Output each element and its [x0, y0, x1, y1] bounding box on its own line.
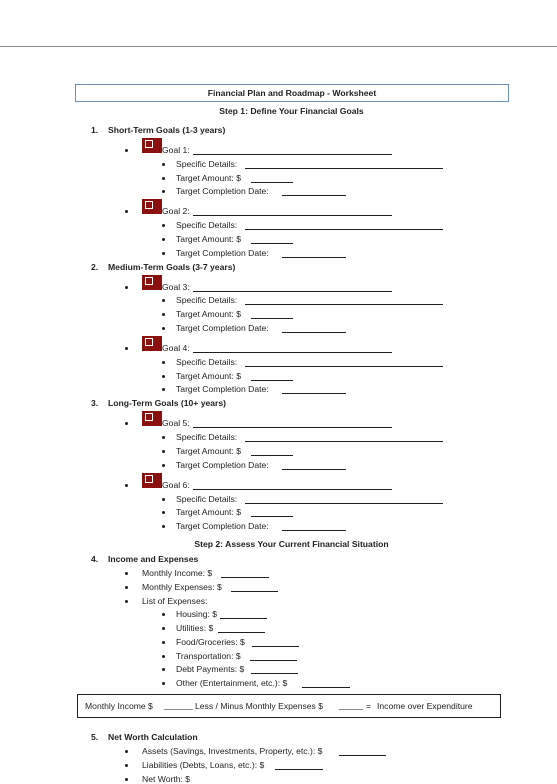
expense-food-blank[interactable]: [252, 646, 299, 647]
target-date-label: Target Completion Date:: [176, 323, 269, 333]
bullet: [162, 613, 165, 616]
bullet: [162, 252, 165, 255]
target-date-label: Target Completion Date:: [176, 521, 269, 531]
bullet: [162, 177, 165, 180]
target-date-blank[interactable]: [282, 195, 346, 196]
goal-blank[interactable]: [193, 352, 392, 353]
bullet: [162, 668, 165, 671]
target-amount-label: Target Amount: $: [176, 173, 241, 183]
goal-checkbox[interactable]: [142, 336, 162, 351]
worksheet-title: Financial Plan and Roadmap - Worksheet: [207, 88, 377, 98]
bullet: [162, 655, 165, 658]
specific-details-blank[interactable]: [245, 441, 443, 442]
expense-housing-label: Housing: $: [176, 609, 218, 619]
goal-blank[interactable]: [193, 427, 392, 428]
specific-details-label: Specific Details:: [176, 220, 238, 230]
income-summary-box: [77, 694, 501, 718]
section-heading-long-term: Long-Term Goals (10+ years): [108, 398, 227, 408]
summary-income-blank[interactable]: ______: [164, 700, 193, 710]
bullet: [162, 375, 165, 378]
bullet: [162, 682, 165, 685]
specific-details-blank[interactable]: [245, 168, 443, 169]
bullet: [125, 750, 128, 753]
target-date-blank[interactable]: [282, 393, 346, 394]
assets-label: Assets (Savings, Investments, Property, etc.): $: [142, 746, 323, 756]
target-date-label: Target Completion Date:: [176, 186, 269, 196]
expense-utilities-blank[interactable]: [218, 632, 265, 633]
specific-details-label: Specific Details:: [176, 295, 238, 305]
specific-details-blank[interactable]: [245, 503, 443, 504]
expense-transportation-label: Transportation: $: [176, 651, 241, 661]
expense-utilities-label: Utilities: $: [176, 623, 214, 633]
bullet: [162, 464, 165, 467]
expense-debt-label: Debt Payments: $: [176, 664, 245, 674]
expense-debt-blank[interactable]: [251, 673, 298, 674]
bullet: [162, 450, 165, 453]
target-date-label: Target Completion Date:: [176, 460, 269, 470]
section-number: 4.: [91, 554, 99, 564]
target-amount-label: Target Amount: $: [176, 234, 241, 244]
goal-blank[interactable]: [193, 154, 392, 155]
target-amount-blank[interactable]: [251, 380, 293, 381]
specific-details-label: Specific Details:: [176, 494, 238, 504]
goal-blank[interactable]: [193, 291, 392, 292]
step1-heading: Step 1: Define Your Financial Goals: [219, 106, 364, 116]
worksheet-title-box: [75, 84, 509, 102]
goal-label: Goal 1:: [162, 145, 190, 155]
target-amount-label: Target Amount: $: [176, 507, 241, 517]
bullet: [125, 210, 128, 213]
target-amount-blank[interactable]: [251, 516, 293, 517]
monthly-income-label: Monthly Income: $: [142, 568, 213, 578]
specific-details-label: Specific Details:: [176, 432, 238, 442]
target-amount-blank[interactable]: [251, 243, 293, 244]
section-number: 5.: [91, 732, 99, 742]
bullet: [162, 299, 165, 302]
bullet: [125, 347, 128, 350]
goal-checkbox[interactable]: [142, 275, 162, 290]
bullet: [125, 484, 128, 487]
bullet: [125, 286, 128, 289]
target-amount-blank[interactable]: [251, 182, 293, 183]
summary-less-label: Less / Minus Monthly Expenses $: [195, 701, 324, 711]
target-amount-label: Target Amount: $: [176, 446, 241, 456]
bullet: [162, 224, 165, 227]
goal-label: Goal 6:: [162, 480, 190, 490]
bullet: [162, 313, 165, 316]
monthly-expenses-label: Monthly Expenses: $: [142, 582, 222, 592]
list-of-expenses-label: List of Expenses:: [142, 596, 208, 606]
summary-expenses-blank[interactable]: _____: [339, 700, 363, 710]
summary-result-label: Income over Expenditure: [377, 701, 473, 711]
target-date-blank[interactable]: [282, 257, 346, 258]
goal-label: Goal 4:: [162, 343, 190, 353]
bullet: [162, 190, 165, 193]
target-date-label: Target Completion Date:: [176, 384, 269, 394]
liabilities-blank[interactable]: [275, 769, 323, 770]
target-amount-label: Target Amount: $: [176, 371, 241, 381]
bullet: [162, 238, 165, 241]
goal-label: Goal 5:: [162, 418, 190, 428]
section-number: 2.: [91, 262, 99, 272]
section-number: 3.: [91, 398, 99, 408]
bullet: [125, 778, 128, 781]
bullet: [162, 641, 165, 644]
target-date-blank[interactable]: [282, 469, 346, 470]
specific-details-label: Specific Details:: [176, 357, 238, 367]
expense-food-label: Food/Groceries: $: [176, 637, 245, 647]
monthly-income-blank[interactable]: [221, 577, 269, 578]
step2-heading: Step 2: Assess Your Current Financial Situation: [194, 539, 389, 549]
bullet: [162, 327, 165, 330]
summary-income-label: Monthly Income $: [85, 701, 153, 711]
section-heading-income: Income and Expenses: [108, 554, 199, 564]
specific-details-label: Specific Details:: [176, 159, 238, 169]
section-number: 1.: [91, 125, 99, 135]
bullet: [125, 149, 128, 152]
bullet: [162, 511, 165, 514]
assets-blank[interactable]: [339, 755, 386, 756]
page-top-rule: [0, 46, 557, 47]
bullet: [125, 422, 128, 425]
specific-details-blank[interactable]: [245, 366, 443, 367]
specific-details-blank[interactable]: [245, 304, 443, 305]
bullet: [162, 388, 165, 391]
bullet: [125, 600, 128, 603]
section-heading-net-worth: Net Worth Calculation: [108, 732, 198, 742]
bullet: [162, 163, 165, 166]
bullet: [162, 436, 165, 439]
bullet: [125, 572, 128, 575]
goal-checkbox[interactable]: [142, 473, 162, 488]
monthly-expenses-blank[interactable]: [231, 591, 278, 592]
target-date-label: Target Completion Date:: [176, 248, 269, 258]
target-date-blank[interactable]: [282, 332, 346, 333]
liabilities-label: Liabilities (Debts, Loans, etc.): $: [142, 760, 265, 770]
target-amount-label: Target Amount: $: [176, 309, 241, 319]
expense-transportation-blank[interactable]: [250, 660, 297, 661]
target-date-blank[interactable]: [282, 530, 346, 531]
expense-other-blank[interactable]: [302, 687, 350, 688]
section-heading-short-term: Short-Term Goals (1-3 years): [108, 125, 226, 135]
target-amount-blank[interactable]: [251, 318, 293, 319]
goal-label: Goal 3:: [162, 282, 190, 292]
expense-housing-blank[interactable]: [220, 618, 267, 619]
bullet: [162, 498, 165, 501]
net-worth-label: Net Worth: $: [142, 774, 191, 784]
section-heading-medium-term: Medium-Term Goals (3-7 years): [108, 262, 236, 272]
bullet: [125, 764, 128, 767]
bullet: [162, 525, 165, 528]
goal-checkbox[interactable]: [142, 138, 162, 153]
target-amount-blank[interactable]: [251, 455, 293, 456]
goal-blank[interactable]: [193, 489, 392, 490]
summary-equals: =: [366, 701, 372, 711]
goal-label: Goal 2:: [162, 206, 190, 216]
bullet: [162, 627, 165, 630]
goal-checkbox[interactable]: [142, 411, 162, 426]
bullet: [162, 361, 165, 364]
expense-other-label: Other (Entertainment, etc.): $: [176, 678, 288, 688]
bullet: [125, 586, 128, 589]
goal-blank[interactable]: [193, 215, 392, 216]
specific-details-blank[interactable]: [245, 229, 443, 230]
goal-checkbox[interactable]: [142, 199, 162, 214]
